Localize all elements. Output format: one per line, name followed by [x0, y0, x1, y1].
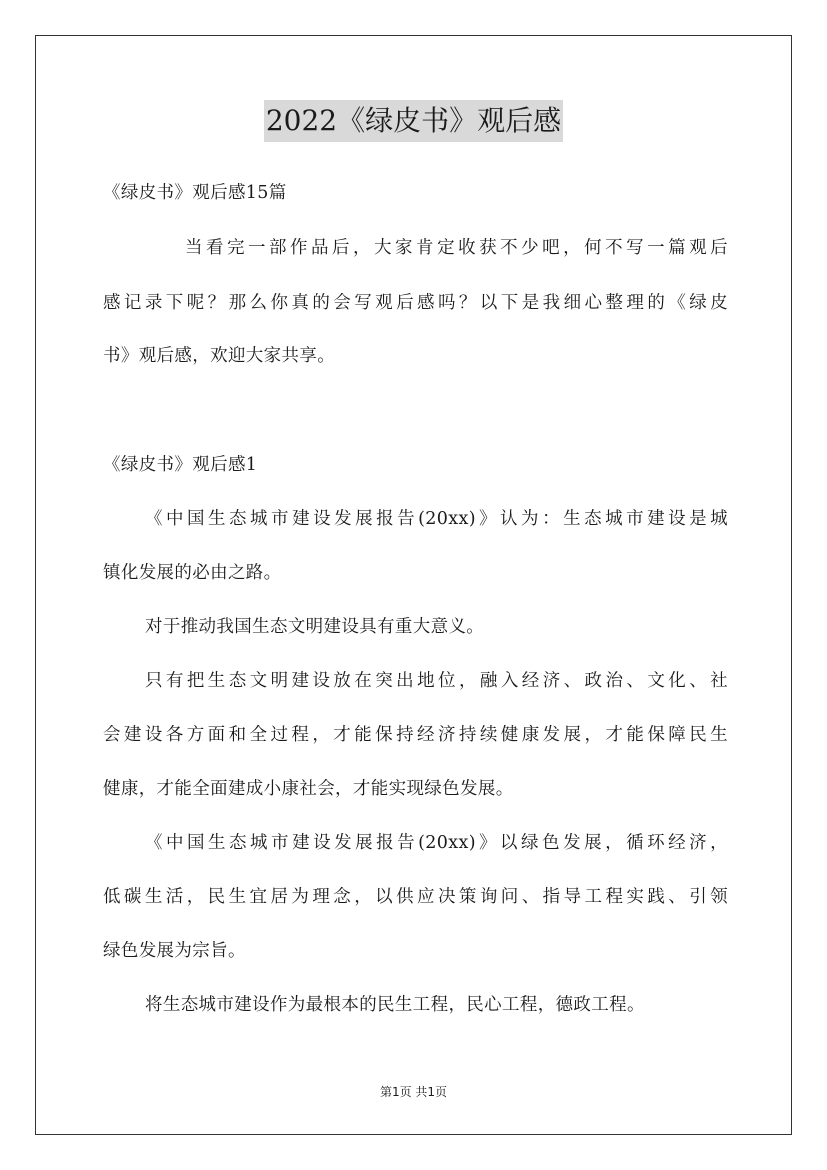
paragraph-line: 低碳生活，民生宜居为理念，以供应决策询问、指导工程实践、引领	[103, 887, 728, 907]
paragraph-line: 绿色发展为宗旨。	[103, 941, 246, 961]
document-title: 2022《绿皮书》观后感	[264, 100, 563, 142]
paragraph-line: 健康，才能全面建成小康社会，才能实现绿色发展。	[103, 779, 514, 799]
paragraph-line: 《中国生态城市建设发展报告(20xx)》以绿色发展，循环经济，	[145, 833, 728, 853]
intro-line-3: 书》观后感，欢迎大家共享。	[103, 346, 336, 366]
paragraph-line: 会建设各方面和全过程，才能保持经济持续健康发展，才能保障民生	[103, 725, 728, 745]
page-footer: 第1页 共1页	[379, 1085, 448, 1099]
paragraph-line: 对于推动我国生态文明建设具有重大意义。	[145, 617, 485, 637]
document-subtitle: 《绿皮书》观后感15篇	[103, 183, 287, 203]
section-heading: 《绿皮书》观后感1	[103, 455, 258, 475]
paragraph-line: 只有把生态文明建设放在突出地位，融入经济、政治、文化、社	[145, 671, 728, 691]
paragraph-line: 将生态城市建设作为最根本的民生工程，民心工程，德政工程。	[145, 995, 645, 1015]
intro-line-1: 当看完一部作品后，大家肯定收获不少吧，何不写一篇观后	[185, 238, 728, 258]
title-container	[0, 100, 827, 142]
intro-line-2: 感记录下呢？那么你真的会写观后感吗？以下是我细心整理的《绿皮	[103, 293, 728, 313]
paragraph-line: 《中国生态城市建设发展报告(20xx)》认为：生态城市建设是城	[145, 509, 728, 529]
paragraph-line: 镇化发展的必由之路。	[103, 563, 282, 583]
